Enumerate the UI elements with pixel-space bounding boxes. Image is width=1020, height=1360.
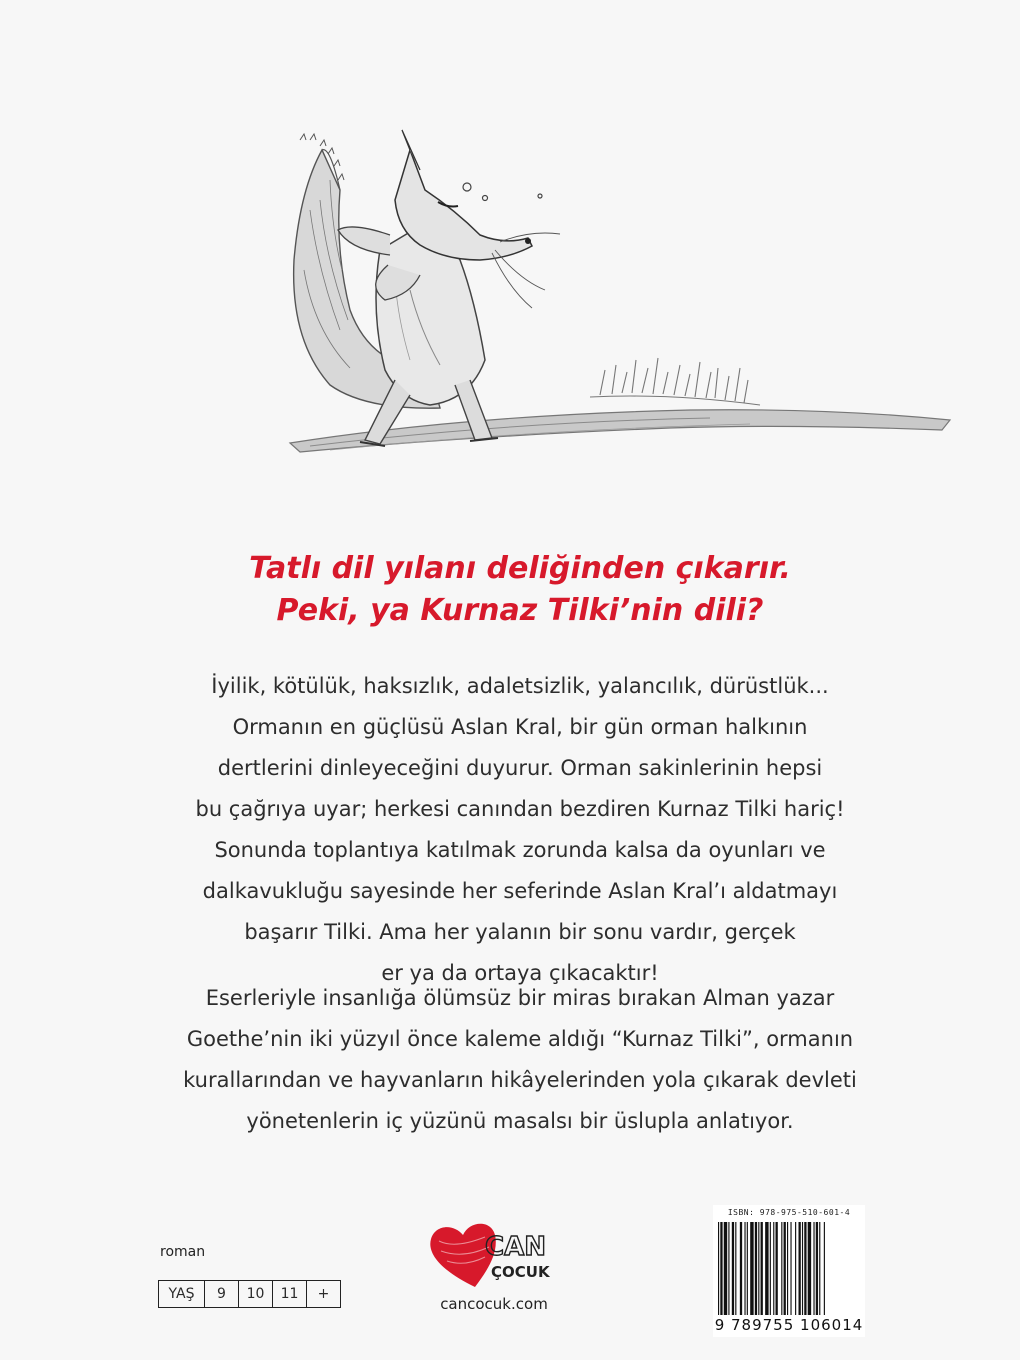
author-line: Goethe’nin iki yüzyıl önce kaleme aldığı “Kurnaz Tilki”, ormanın	[186, 1027, 854, 1051]
barcode-bar	[776, 1222, 778, 1315]
author-line: kurallarından ve hayvanların hikâyelerinden yola çıkarak devleti	[183, 1068, 857, 1092]
fox-illustration	[270, 110, 970, 480]
barcode-bars	[718, 1222, 860, 1315]
synopsis-line: Ormanın en güçlüsü Aslan Kral, bir gün orman halkının	[232, 715, 808, 739]
tagline-line-2: Peki, ya Kurnaz Tilki’nin dili?	[276, 593, 764, 628]
author-line: yönetenlerin iç yüzünü masalsı bir üslupla anlatıyor.	[246, 1109, 794, 1133]
genre-label: roman	[160, 1244, 206, 1260]
age-value-plus: +	[307, 1281, 341, 1308]
tagline-line-1: Tatlı dil yılanı deliğinden çıkarır.	[249, 551, 791, 586]
barcode-bar	[761, 1222, 763, 1315]
isbn-barcode	[713, 1205, 865, 1337]
age-range-table	[158, 1280, 341, 1308]
barcode-bar	[813, 1222, 814, 1315]
isbn-label: ISBN: 978-975-510-601-4	[727, 1208, 851, 1217]
synopsis-line: Sonunda toplantıya katılmak zorunda kalsa da oyunları ve	[214, 838, 826, 862]
barcode-bar	[735, 1222, 736, 1315]
barcode-bar	[747, 1222, 748, 1315]
synopsis-line: er ya da ortaya çıkacaktır!	[381, 961, 659, 985]
logo-cocuk-text: ÇOCUK	[491, 1263, 550, 1281]
synopsis-paragraph	[120, 666, 920, 994]
publisher-website: cancocuk.com	[440, 1295, 548, 1313]
barcode-bar	[718, 1222, 719, 1315]
barcode-bar	[795, 1222, 796, 1315]
age-value: 9	[205, 1281, 239, 1308]
barcode-digits: 9 789755 106014	[714, 1316, 864, 1334]
logo-can-text: CAN	[485, 1232, 546, 1262]
barcode-bar	[781, 1222, 782, 1315]
synopsis-line: dalkavukluğu sayesinde her seferinde Aslan Kral’ı aldatmayı	[202, 879, 838, 903]
barcode-bar	[804, 1222, 806, 1315]
barcode-bar	[750, 1222, 753, 1315]
synopsis-line: bu çağrıya uyar; herkesi canından bezdiren Kurnaz Tilki hariç!	[195, 797, 845, 821]
age-value: 10	[239, 1281, 273, 1308]
barcode-bar	[784, 1222, 786, 1315]
barcode-bar	[770, 1222, 771, 1315]
can-cocuk-logo	[425, 1215, 585, 1295]
author-paragraph	[120, 978, 920, 1142]
barcode-bar	[790, 1222, 791, 1315]
barcode-bar	[732, 1222, 734, 1315]
author-line: Eserleriyle insanlığa ölümsüz bir miras bırakan Alman yazar	[205, 986, 835, 1010]
barcode-bar	[802, 1222, 803, 1315]
barcode-bar	[758, 1222, 759, 1315]
barcode-bar	[808, 1222, 811, 1315]
barcode-bar	[787, 1222, 788, 1315]
age-value: 11	[273, 1281, 307, 1308]
barcode-bar	[773, 1222, 774, 1315]
barcode-bar	[816, 1222, 818, 1315]
synopsis-line: İyilik, kötülük, haksızlık, adaletsizlik, yalancılık, dürüstlük...	[211, 674, 829, 698]
barcode-bar	[824, 1222, 825, 1315]
barcode-bar	[755, 1222, 757, 1315]
barcode-bar	[799, 1222, 801, 1315]
age-label: YAŞ	[159, 1281, 205, 1308]
barcode-bar	[765, 1222, 768, 1315]
barcode-bar	[724, 1222, 727, 1315]
barcode-bar	[819, 1222, 820, 1315]
barcode-bar	[728, 1222, 729, 1315]
tagline	[0, 548, 1020, 632]
barcode-bar	[740, 1222, 742, 1315]
barcode-bar	[744, 1222, 745, 1315]
synopsis-line: dertlerini dinleyeceğini duyurur. Orman sakinlerinin hepsi	[217, 756, 823, 780]
barcode-bar	[720, 1222, 722, 1315]
synopsis-line: başarır Tilki. Ama her yalanın bir sonu vardır, gerçek	[244, 920, 796, 944]
